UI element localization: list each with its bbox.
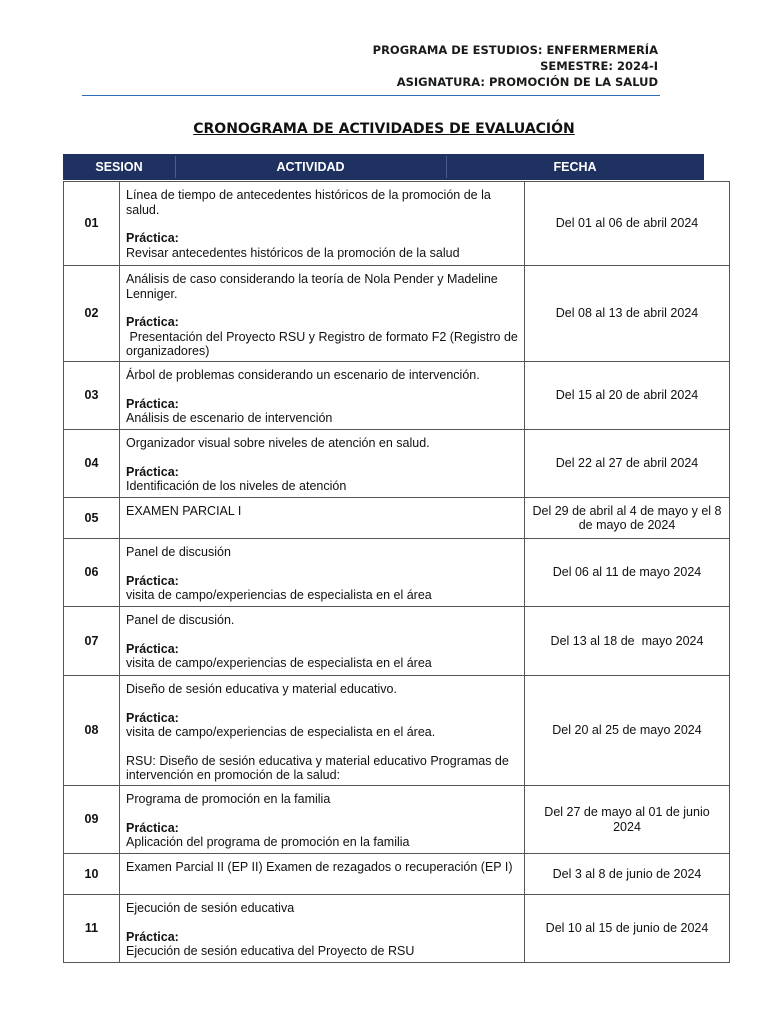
practice-text: visita de campo/experiencias de especialista en el área (126, 656, 432, 670)
session-number: 09 (64, 786, 120, 854)
date-cell: Del 20 al 25 de mayo 2024 (525, 676, 730, 786)
table-row (64, 498, 730, 539)
session-number: 01 (64, 182, 120, 266)
activity-text: Diseño de sesión educativa y material educativo. (126, 682, 397, 696)
document-header (373, 42, 658, 90)
practice-label: Práctica: (126, 573, 179, 588)
practice-text: Ejecución de sesión educativa del Proyecto de RSU (126, 944, 415, 958)
date-cell: Del 13 al 18 de mayo 2024 (525, 607, 730, 676)
header-fecha: FECHA (553, 160, 597, 174)
activity-cell (120, 266, 525, 362)
practice-label: Práctica: (126, 464, 179, 479)
practice-text: Aplicación del programa de promoción en la familia (126, 835, 410, 849)
activity-cell (120, 498, 525, 539)
activity-text: Programa de promoción en la familia (126, 792, 331, 806)
date-cell: Del 08 al 13 de abril 2024 (525, 266, 730, 362)
table-row (64, 676, 730, 786)
rsu-text: RSU: Diseño de sesión educativa y material educativo Programas de intervención en promoción de la salud: (126, 753, 509, 782)
activity-cell (120, 786, 525, 854)
subject-line: ASIGNATURA: PROMOCIÓN DE LA SALUD (396, 75, 658, 89)
practice-text: Presentación del Proyecto RSU y Registro de formato F2 (Registro de organizadores) (126, 329, 522, 358)
title-text: CRONOGRAMA DE ACTIVIDADES DE EVALUACIÓN (193, 121, 575, 137)
date-cell: Del 15 al 20 de abril 2024 (525, 362, 730, 430)
page-title (0, 121, 768, 137)
table-row (64, 607, 730, 676)
activity-text: Árbol de problemas considerando un escenario de intervención. (126, 368, 480, 382)
session-number: 05 (64, 498, 120, 539)
activity-text: EXAMEN PARCIAL I (126, 504, 242, 518)
activity-text: Panel de discusión. (126, 613, 235, 627)
date-cell: Del 29 de abril al 4 de mayo y el 8 de mayo de 2024 (525, 498, 730, 539)
practice-text: Identificación de los niveles de atención (126, 479, 347, 493)
header-divider (82, 95, 660, 96)
activity-text: Organizador visual sobre niveles de atención en salud. (126, 436, 430, 450)
date-cell: Del 22 al 27 de abril 2024 (525, 430, 730, 498)
practice-label: Práctica: (126, 641, 179, 656)
practice-label: Práctica: (126, 231, 179, 245)
practice-text: Análisis de escenario de intervención (126, 411, 333, 425)
table-row (64, 786, 730, 854)
activity-cell (120, 854, 525, 895)
activity-cell (120, 430, 525, 498)
practice-label: Práctica: (126, 710, 179, 725)
session-number: 06 (64, 539, 120, 607)
activity-text: Ejecución de sesión educativa (126, 901, 295, 915)
activity-cell (120, 676, 525, 786)
table-row (64, 539, 730, 607)
schedule-table (63, 181, 730, 963)
table-row (64, 182, 730, 266)
activity-text: Análisis de caso considerando la teoría de Nola Pender y Madeline Lenniger. (126, 272, 498, 301)
date-cell: Del 27 de mayo al 01 de junio 2024 (525, 786, 730, 854)
practice-text: Revisar antecedentes históricos de la promoción de la salud (126, 245, 460, 260)
session-number: 04 (64, 430, 120, 498)
semester-line: SEMESTRE: 2024-I (540, 59, 658, 73)
table-row (64, 854, 730, 895)
date-cell: Del 06 al 11 de mayo 2024 (525, 539, 730, 607)
session-number: 07 (64, 607, 120, 676)
activity-cell (120, 182, 525, 266)
activity-text: Examen Parcial II (EP II) Examen de rezagados o recuperación (EP I) (126, 860, 513, 874)
date-cell: Del 10 al 15 de junio de 2024 (525, 895, 730, 963)
header-sesion: SESION (95, 160, 143, 174)
header-actividad: ACTIVIDAD (276, 160, 345, 174)
session-number: 02 (64, 266, 120, 362)
activity-text: Panel de discusión (126, 545, 231, 559)
practice-label: Práctica: (126, 820, 179, 835)
practice-label: Práctica: (126, 315, 179, 329)
session-number: 08 (64, 676, 120, 786)
activity-text: Línea de tiempo de antecedentes históricos de la promoción de la salud. (126, 188, 491, 217)
activity-cell (120, 607, 525, 676)
table-row (64, 895, 730, 963)
table-row (64, 266, 730, 362)
table-row (64, 430, 730, 498)
activity-cell (120, 539, 525, 607)
program-line: PROGRAMA DE ESTUDIOS: ENFERMERMERÍA (372, 43, 658, 57)
table-header (63, 154, 704, 180)
session-number: 11 (64, 895, 120, 963)
date-cell: Del 3 al 8 de junio de 2024 (525, 854, 730, 895)
table-row (64, 362, 730, 430)
practice-label: Práctica: (126, 929, 179, 944)
practice-text: visita de campo/experiencias de especialista en el área. (126, 725, 436, 739)
session-number: 03 (64, 362, 120, 430)
practice-text: visita de campo/experiencias de especialista en el área (126, 588, 432, 602)
date-cell: Del 01 al 06 de abril 2024 (525, 182, 730, 266)
activity-cell (120, 895, 525, 963)
activity-cell (120, 362, 525, 430)
session-number: 10 (64, 854, 120, 895)
practice-label: Práctica: (126, 396, 179, 411)
